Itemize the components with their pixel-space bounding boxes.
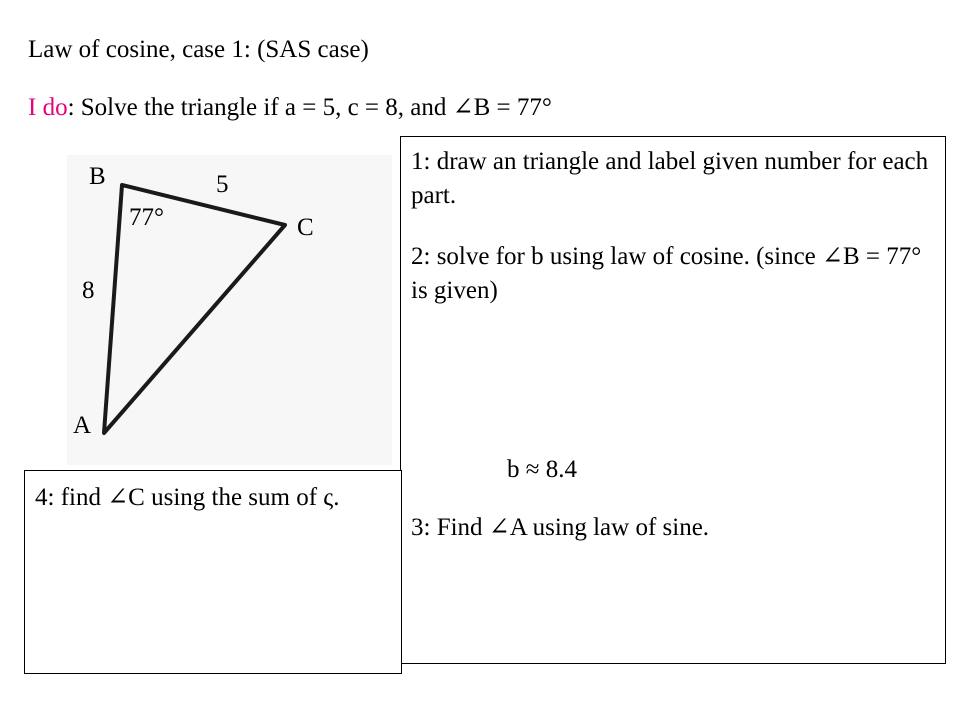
b-result-text: b ≈ 8.4 xyxy=(507,456,577,483)
step-3-text: 3: Find ∠A using law of sine. xyxy=(411,514,710,541)
problem-statement xyxy=(28,92,552,122)
angle-b-label: 77° xyxy=(129,204,164,231)
step-1-text: 1: draw an triangle and label given number for each part. xyxy=(411,148,929,209)
side-c-label: 8 xyxy=(82,277,95,304)
vertex-c-label: C xyxy=(297,214,314,241)
steps-box xyxy=(400,136,946,664)
vertex-b-label: B xyxy=(89,163,106,190)
vertex-a-label: A xyxy=(73,412,92,439)
side-a-label: 5 xyxy=(216,171,229,198)
step-4-box xyxy=(24,470,402,674)
slide-title: Law of cosine, case 1: (SAS case) xyxy=(28,36,369,63)
problem-text: : Solve the triangle if a = 5, c = 8, and ∠B = 77° xyxy=(67,94,552,121)
step-4-text: 4: find ∠C using the sum of ς. xyxy=(35,484,340,511)
step-2-text: 2: solve for b using law of cosine. (since ∠B = 77° is given) xyxy=(411,243,922,304)
i-do-label: I do xyxy=(28,94,68,121)
